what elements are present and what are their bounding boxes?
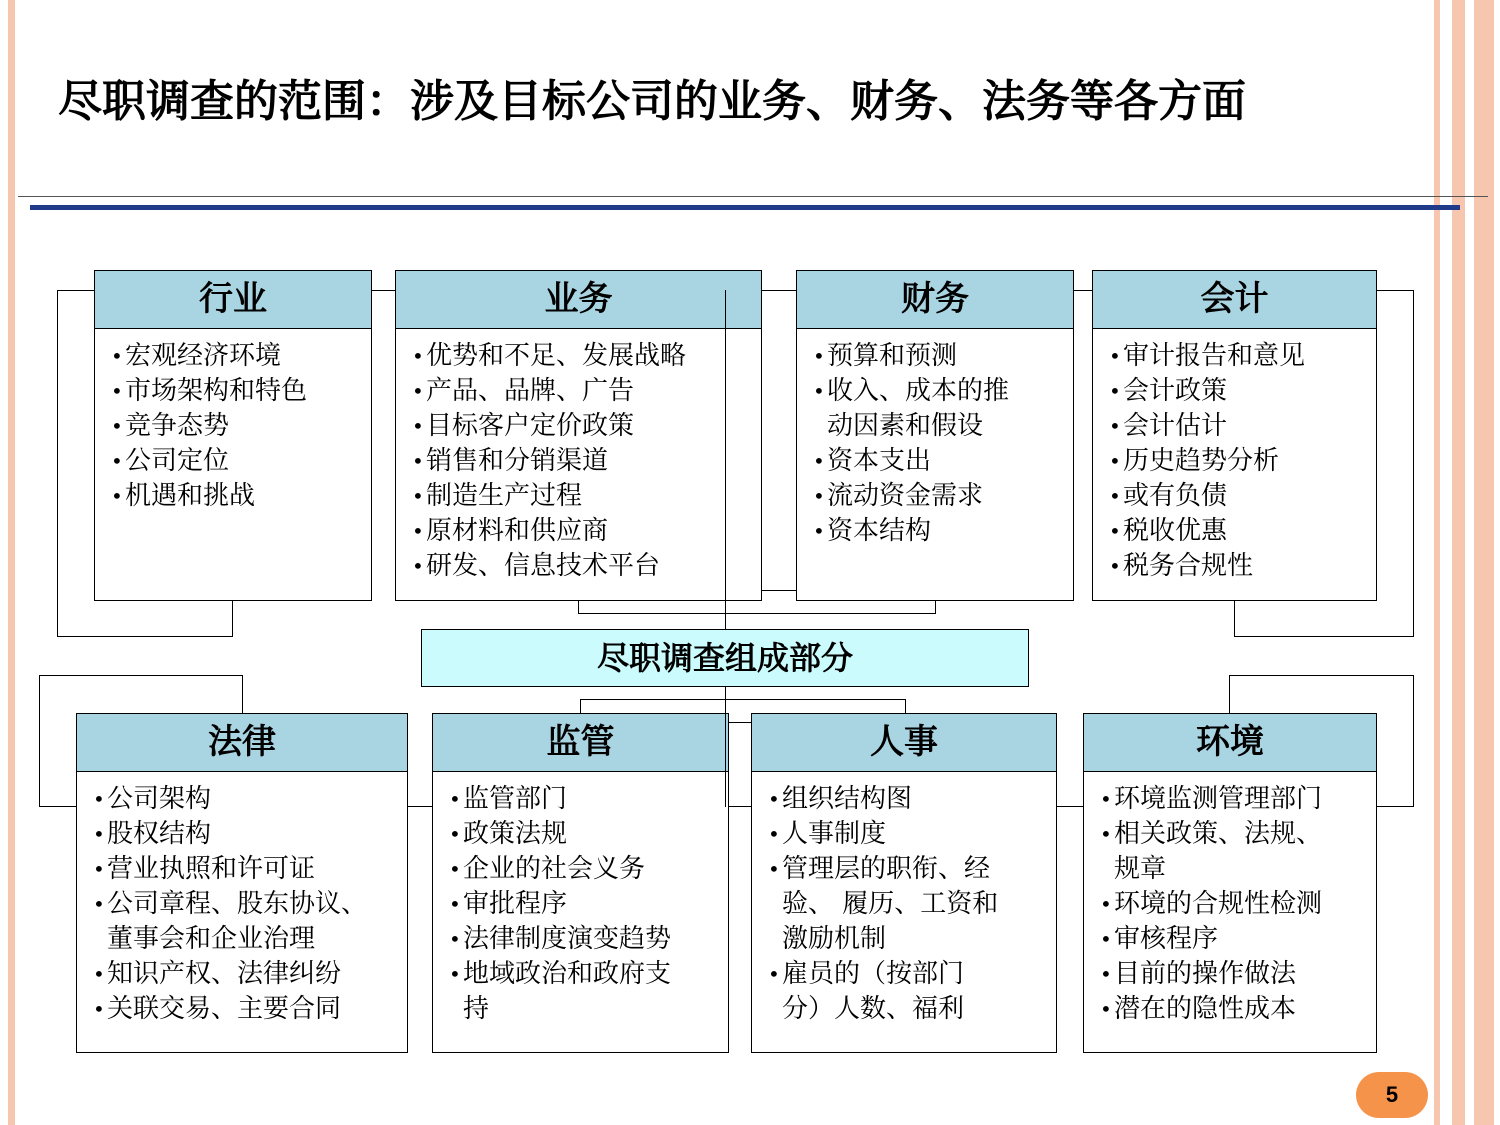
list-item: • 税收优惠 bbox=[1109, 514, 1376, 549]
list-item: • 目标客户定价政策 bbox=[412, 409, 761, 444]
list-item: • 人事制度 bbox=[768, 817, 1056, 852]
title-divider-thick bbox=[30, 205, 1460, 210]
list-item: • 竞争态势 bbox=[111, 409, 371, 444]
list-item: • 审计报告和意见 bbox=[1109, 339, 1376, 374]
list-item: • 宏观经济环境 bbox=[111, 339, 371, 374]
list-item: • 机遇和挑战 bbox=[111, 479, 371, 514]
component-title: 会计 bbox=[1093, 271, 1376, 329]
connector-spine-top bbox=[725, 290, 726, 629]
component-title: 业务 bbox=[396, 271, 761, 329]
component-box-industry bbox=[94, 270, 372, 601]
component-items bbox=[77, 772, 407, 1027]
list-item: • 历史趋势分析 bbox=[1109, 444, 1376, 479]
component-box-business bbox=[395, 270, 762, 601]
component-box-environment bbox=[1083, 713, 1377, 1053]
list-item: • 产品、品牌、广告 bbox=[412, 374, 761, 409]
connector-spine-bottom bbox=[725, 687, 726, 807]
left-decor-stripe bbox=[8, 0, 15, 1125]
right-decor-stripe bbox=[1474, 0, 1494, 1125]
list-item: • 预算和预测 bbox=[813, 339, 1073, 374]
component-title: 法律 bbox=[77, 714, 407, 772]
list-item: • 管理层的职衔、经 验、 履历、工资和 激励机制 bbox=[768, 852, 1056, 957]
list-item: • 或有负债 bbox=[1109, 479, 1376, 514]
component-items bbox=[1084, 772, 1376, 1027]
list-item: • 资本结构 bbox=[813, 514, 1073, 549]
list-item: • 企业的社会义务 bbox=[449, 852, 728, 887]
list-item: • 研发、信息技术平台 bbox=[412, 549, 761, 584]
list-item: • 公司章程、股东协议、 董事会和企业治理 bbox=[93, 887, 407, 957]
list-item: • 目前的操作做法 bbox=[1100, 957, 1376, 992]
list-item: • 会计估计 bbox=[1109, 409, 1376, 444]
component-box-legal bbox=[76, 713, 408, 1053]
right-decor-stripe bbox=[1434, 0, 1440, 1125]
component-items bbox=[752, 772, 1056, 1027]
list-item: • 营业执照和许可证 bbox=[93, 852, 407, 887]
slide-title: 尽职调查的范围：涉及目标公司的业务、财务、法务等各方面 bbox=[58, 76, 1246, 127]
right-decor-stripe bbox=[1452, 0, 1465, 1125]
component-title: 财务 bbox=[797, 271, 1073, 329]
component-items bbox=[1093, 329, 1376, 584]
list-item: • 资本支出 bbox=[813, 444, 1073, 479]
component-items bbox=[95, 329, 371, 514]
list-item: • 审核程序 bbox=[1100, 922, 1376, 957]
list-item: • 税务合规性 bbox=[1109, 549, 1376, 584]
list-item: • 收入、成本的推 动因素和假设 bbox=[813, 374, 1073, 444]
list-item: • 股权结构 bbox=[93, 817, 407, 852]
list-item: • 原材料和供应商 bbox=[412, 514, 761, 549]
list-item: • 优势和不足、发展战略 bbox=[412, 339, 761, 374]
list-item: • 关联交易、主要合同 bbox=[93, 992, 407, 1027]
component-box-finance bbox=[796, 270, 1074, 601]
list-item: • 公司定位 bbox=[111, 444, 371, 479]
list-item: • 环境的合规性检测 bbox=[1100, 887, 1376, 922]
list-item: • 潜在的隐性成本 bbox=[1100, 992, 1376, 1027]
list-item: • 知识产权、法律纠纷 bbox=[93, 957, 407, 992]
component-items bbox=[396, 329, 761, 584]
component-box-regulatory bbox=[432, 713, 729, 1053]
list-item: • 公司架构 bbox=[93, 782, 407, 817]
list-item: • 法律制度演变趋势 bbox=[449, 922, 728, 957]
component-title: 环境 bbox=[1084, 714, 1376, 772]
list-item: • 销售和分销渠道 bbox=[412, 444, 761, 479]
page-number-badge: 5 bbox=[1356, 1072, 1428, 1118]
component-title: 行业 bbox=[95, 271, 371, 329]
list-item: • 政策法规 bbox=[449, 817, 728, 852]
list-item: • 审批程序 bbox=[449, 887, 728, 922]
component-items bbox=[433, 772, 728, 1027]
component-items bbox=[797, 329, 1073, 549]
component-title: 监管 bbox=[433, 714, 728, 772]
component-box-hr bbox=[751, 713, 1057, 1053]
list-item: • 环境监测管理部门 bbox=[1100, 782, 1376, 817]
list-item: • 地域政治和政府支 持 bbox=[449, 957, 728, 1027]
list-item: • 市场架构和特色 bbox=[111, 374, 371, 409]
list-item: • 组织结构图 bbox=[768, 782, 1056, 817]
list-item: • 流动资金需求 bbox=[813, 479, 1073, 514]
component-title: 人事 bbox=[752, 714, 1056, 772]
list-item: • 会计政策 bbox=[1109, 374, 1376, 409]
title-divider-thin bbox=[18, 196, 1488, 197]
center-node: 尽职调查组成部分 bbox=[421, 629, 1029, 687]
list-item: • 监管部门 bbox=[449, 782, 728, 817]
list-item: • 制造生产过程 bbox=[412, 479, 761, 514]
list-item: • 雇员的（按部门 分）人数、福利 bbox=[768, 957, 1056, 1027]
component-box-accounting bbox=[1092, 270, 1377, 601]
list-item: • 相关政策、法规、 规章 bbox=[1100, 817, 1376, 887]
